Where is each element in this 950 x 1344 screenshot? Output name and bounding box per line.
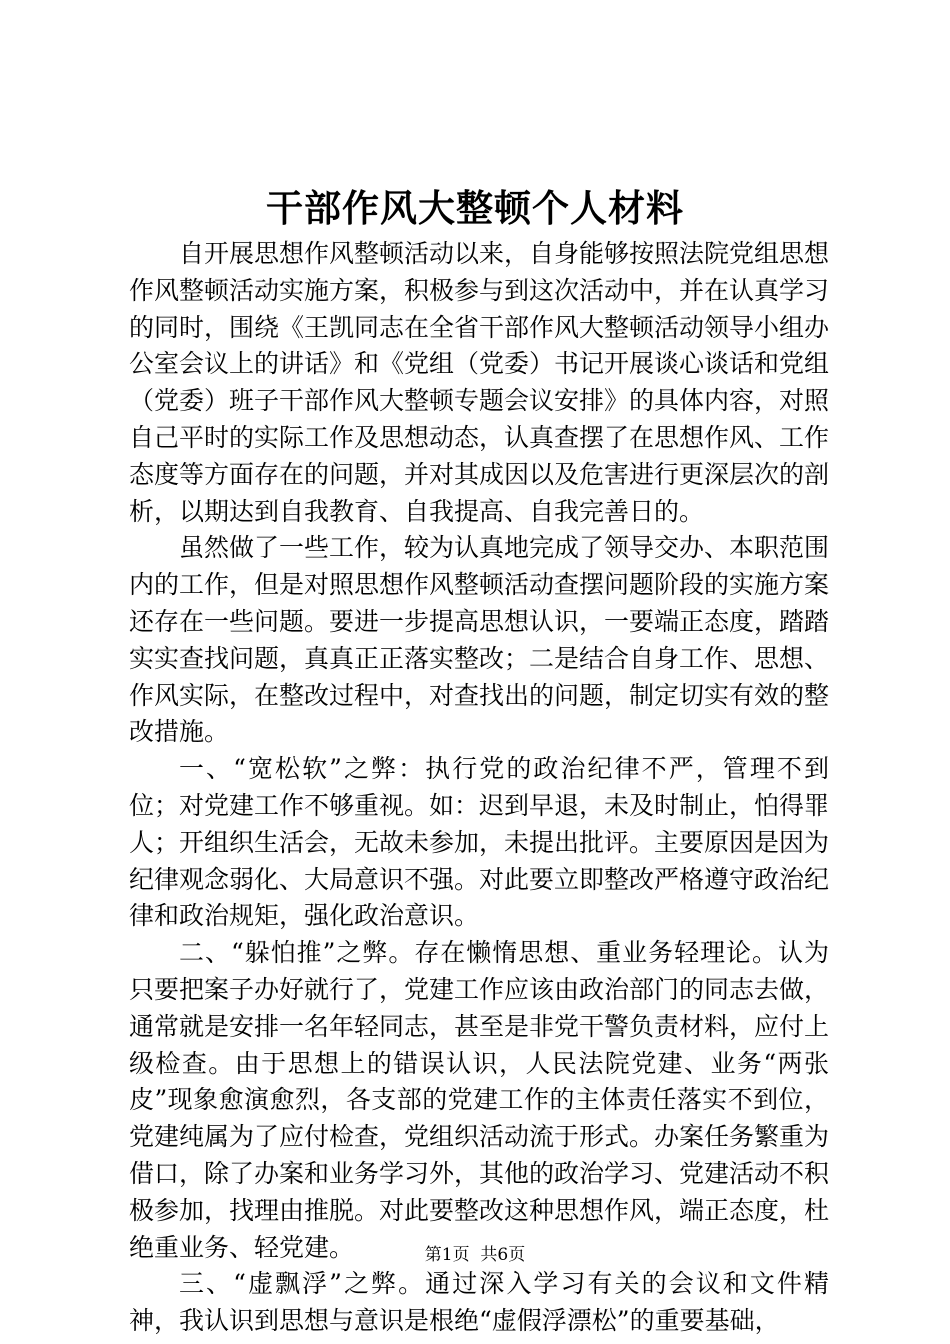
paragraph-summary: 虽然做了一些工作，较为认真地完成了领导交办、本职范围内的工作，但是对照思想作风整顿活动查摆问题阶段的实施方案还存在一些问题。要进一步提高思想认识，一要端正态度，踏踏实实查找问题，真真正正落实整改；二是结合自身工作、思想、作风实际，在整改过程中，对查找出的问题，制定切实有效的整改措施。 [129,533,830,747]
paragraph-issue-2: 二、“躲怕推”之弊。存在懒惰思想、重业务轻理论。认为只要把案子办好就行了，党建工作应该由政治部门的同志去做，通常就是安排一名年轻同志，甚至是非党干警负责材料，应付上级检查。由于思想上的错误认识，人民法院党建、业务“两张皮”现象愈演愈烈，各支部的党建工作的主体责任落实不到位，党建纯属为了应付检查，党组织活动流于形式。办案任务繁重为借口，除了办案和业务学习外，其他的政治学习、党建活动不积极参加，找理由推脱。对此要整改这种思想作风，端正态度，杜绝重业务、轻党建。 [129,938,830,1262]
page-number: 第1页 [424,1245,470,1265]
document-body [129,236,829,1340]
page-total: 共6页 [480,1245,526,1265]
paragraph-issue-3: 三、“虚飘浮”之弊。通过深入学习有关的会议和文件精神，我认识到思想与意识是根绝“虚假浮漂松”的重要基础， [129,1269,829,1336]
paragraph-intro: 自开展思想作风整顿活动以来，自身能够按照法院党组思想作风整顿活动实施方案，积极参与到这次活动中，并在认真学习的同时，围绕《王凯同志在全省干部作风大整顿活动领导小组办公室会议上的讲话》和《党组（党委）书记开展谈心谈话和党组（党委）班子干部作风大整顿专题会议安排》的具体内容，对照自己平时的实际工作及思想动态，认真查摆了在思想作风、工作态度等方面存在的问题，并对其成因以及危害进行更深层次的剖析，以期达到自我教育、自我提高、自我完善日的。 [129,239,830,526]
page-footer [0,1243,950,1267]
paragraph-issue-1: 一、“宽松软”之弊：执行党的政治纪律不严，管理不到位；对党建工作不够重视。如：迟到早退，未及时制止，怕得罪人；开组织生活会，无故未参加，未提出批评。主要原因是因为纪律观念弱化、大局意识不强。对此要立即整改严格遵守政治纪律和政治规矩，强化政治意识。 [129,754,830,931]
document-title: 干部作风大整顿个人材料 [266,186,684,230]
